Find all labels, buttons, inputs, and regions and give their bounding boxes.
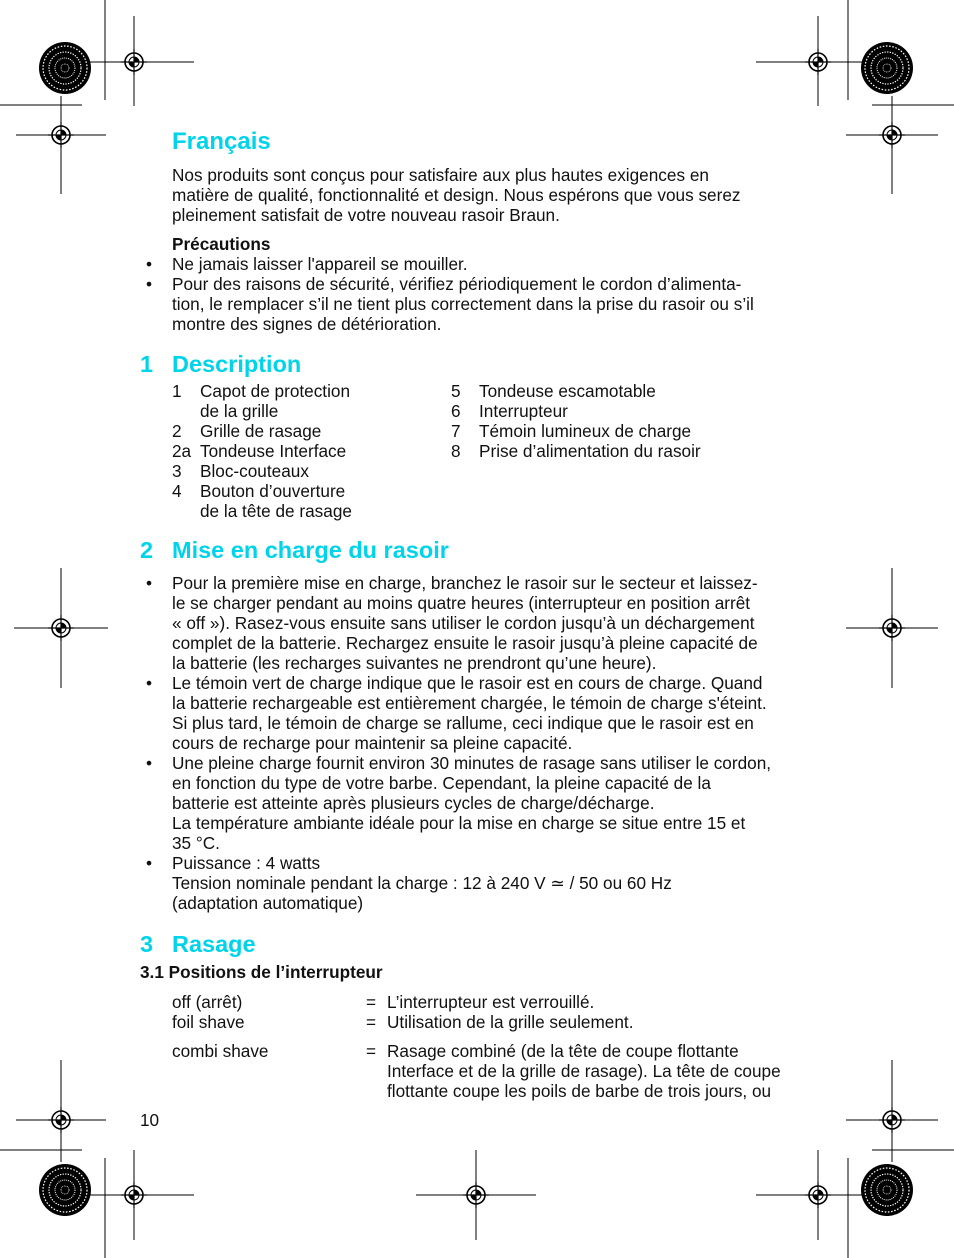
switch-term: foil shave (172, 1012, 245, 1032)
item-label: Grille de rasage (200, 421, 322, 441)
item-number: 3 (172, 461, 182, 481)
charging-item: Le témoin vert de charge indique que le rasoir est en cours de charge. Quand la batterie rechargeable est entièrement chargée, le témoin de charge s'éteint. Si plus tard, le témoin de charge se rallume, ceci indique que le rasoir est en cours de recharge pour maintenir sa pleine capacité. (172, 673, 767, 753)
page-title: Français (172, 128, 271, 155)
item-label: Tondeuse Interface (200, 441, 347, 461)
bullet-marker: • (146, 254, 153, 274)
subsection-title: 3.1 Positions de l’interrupteur (140, 962, 383, 982)
precautions-heading: Précautions (172, 234, 271, 254)
item-label: Bloc-couteaux (200, 461, 309, 481)
item-label: Témoin lumineux de charge (479, 421, 692, 441)
bullet-marker: • (146, 274, 153, 294)
item-number: 1 (172, 381, 182, 401)
item-label: Tondeuse escamotable (479, 381, 656, 401)
item-label: de la grille (200, 401, 279, 421)
section-number: 3 (140, 931, 154, 957)
section-number: 2 (140, 537, 154, 563)
section-number: 1 (140, 351, 154, 377)
switch-desc: Interface et de la grille de rasage). La tête de coupe (387, 1061, 781, 1081)
switch-desc: Utilisation de la grille seulement. (387, 1012, 634, 1032)
item-number: 4 (172, 481, 182, 501)
item-label: de la tête de rasage (200, 501, 352, 521)
equals-sign: = (366, 992, 377, 1012)
section-title: Description (172, 351, 302, 377)
section-title: Rasage (172, 931, 256, 957)
item-number: 8 (451, 441, 461, 461)
switch-term: off (arrêt) (172, 992, 243, 1012)
page-number: 10 (140, 1110, 160, 1130)
charging-item: Puissance : 4 watts Tension nominale pendant la charge : 12 à 240 V ≃ / 50 ou 60 Hz (adaptation automatique) (172, 853, 672, 913)
switch-desc: L’interrupteur est verrouillé. (387, 992, 595, 1012)
item-number: 5 (451, 381, 461, 401)
intro-paragraph: Nos produits sont conçus pour satisfaire aux plus hautes exigences en matière de qualité, fonctionnalité et design. Nous espérons que vous serez pleinement satisfait de votre nouveau rasoir Braun. (172, 165, 741, 225)
switch-desc: Rasage combiné (de la tête de coupe flottante (387, 1041, 739, 1061)
equals-sign: = (366, 1012, 377, 1032)
switch-desc: flottante coupe les poils de barbe de trois jours, ou (387, 1081, 772, 1101)
charging-item: Pour la première mise en charge, branchez le rasoir sur le secteur et laissez- le se charger pendant au moins quatre heures (interrupteur en position arrêt « off »). Rasez-vous ensuite sans utiliser le cordon jusqu’à un déchargement complet de la batterie. Rechargez ensuite le rasoir jusqu’à pleine capacité de la batterie (les recharges suivantes ne prendront qu’une heure). (172, 573, 758, 673)
item-number: 2a (172, 441, 192, 461)
switch-term: combi shave (172, 1041, 269, 1061)
precaution-item: Ne jamais laisser l'appareil se mouiller. (172, 254, 468, 274)
item-label: Prise d’alimentation du rasoir (479, 441, 701, 461)
item-label: Interrupteur (479, 401, 568, 421)
item-label: Capot de protection (200, 381, 351, 401)
charging-item: Une pleine charge fournit environ 30 minutes de rasage sans utiliser le cordon, en fonction du type de votre barbe. Cependant, la pleine capacité de la batterie est atteinte après plusieurs cycles de charge/décharge. La température ambiante idéale pour la mise en charge se situe entre 15 et 35 °C. (172, 753, 772, 853)
bullet-marker: • (146, 853, 153, 873)
item-number: 2 (172, 421, 182, 441)
bullet-marker: • (146, 573, 153, 593)
equals-sign: = (366, 1041, 377, 1061)
bullet-marker: • (146, 753, 153, 773)
item-number: 6 (451, 401, 461, 421)
precaution-item: Pour des raisons de sécurité, vérifiez périodiquement le cordon d’alimenta- tion, le remplacer s’il ne tient plus correctement dans la prise du rasoir ou s’il montre des signes de détérioration. (172, 274, 754, 334)
item-number: 7 (451, 421, 461, 441)
bullet-marker: • (146, 673, 153, 693)
item-label: Bouton d’ouverture (200, 481, 346, 501)
section-title: Mise en charge du rasoir (172, 537, 449, 563)
